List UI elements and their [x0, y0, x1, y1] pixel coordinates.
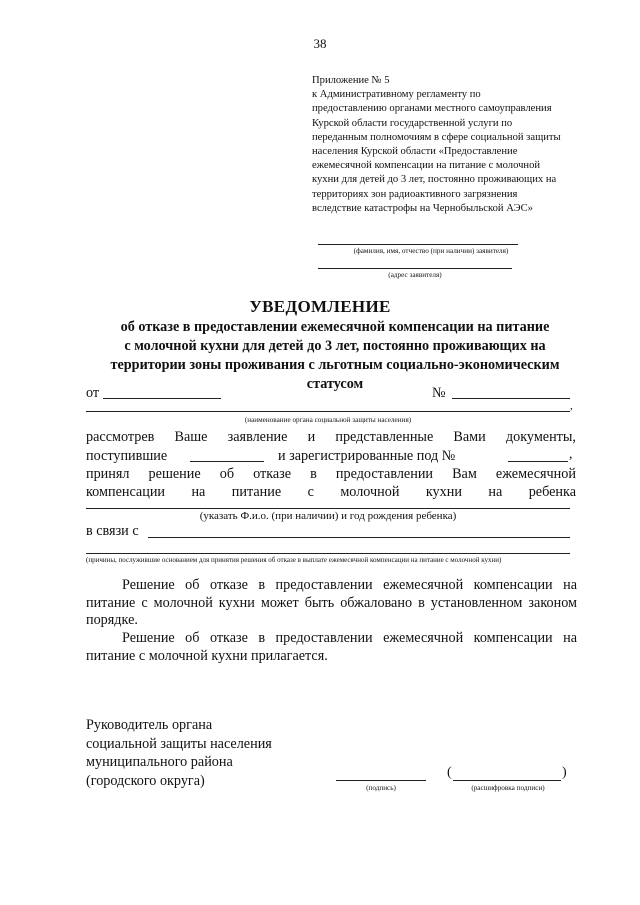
word: Ваше	[174, 429, 208, 445]
word: документы,	[505, 429, 576, 445]
date-field-line[interactable]	[103, 398, 221, 399]
word: в	[310, 466, 317, 482]
appeal-paragraph: Решение об отказе в предоставлении ежемесячной компенсации на питание с молочной кухни может быть обжаловано в установленном законом порядке.	[86, 577, 577, 628]
number-field-line[interactable]	[452, 398, 570, 399]
subtitle-line: статусом	[306, 376, 364, 392]
subtitle-line: территории зоны проживания с льготным социально-экономическим	[110, 357, 560, 373]
body-line-4	[86, 483, 576, 501]
word: предоставлении	[335, 466, 434, 482]
word: молочной	[340, 484, 400, 500]
word: на	[488, 484, 503, 500]
signatory-line: Руководитель органа	[86, 717, 213, 733]
word: Вам	[452, 466, 477, 482]
signatory-line: муниципального района	[86, 754, 233, 770]
child-caption: (указать Ф.и.о. (при наличии) и год рождения ребенка)	[199, 510, 457, 522]
body-line-2-middle: и зарегистрированные под №	[278, 448, 456, 464]
document-subtitle	[85, 318, 585, 394]
authority-field-line[interactable]	[86, 411, 570, 412]
from-label: от	[86, 385, 100, 401]
annex-line: Курской области государственной услуги по	[312, 117, 513, 129]
applicant-name-caption: (фамилия, имя, отчество (при наличии) заявителя)	[353, 247, 509, 255]
body-line-2-start: поступившие	[86, 448, 168, 464]
signature-caption: (подпись)	[366, 784, 396, 792]
word: на	[191, 484, 206, 500]
signature-line[interactable]	[336, 780, 426, 781]
annex-line: переданным полномочиям в сфере социальной защиты	[312, 131, 561, 143]
word: кухни	[425, 484, 462, 500]
authority-comma: ,	[570, 400, 573, 412]
page-number: 38	[313, 36, 327, 51]
word: принял	[86, 466, 130, 482]
signatory-block	[86, 716, 272, 790]
word: решение	[148, 466, 201, 482]
annex-line: предоставлению органами местного самоуправления	[312, 103, 552, 115]
annex-line: кухни для детей до 3 лет, постоянно проживающих на	[312, 174, 557, 186]
word: и	[307, 429, 316, 445]
signatory-line: социальной защиты населения	[86, 735, 272, 752]
reason-field-line-2[interactable]	[86, 553, 570, 554]
reason-label: в связи с	[86, 523, 139, 539]
decryption-line[interactable]	[453, 780, 561, 781]
decryption-caption: (расшифровка подписи)	[471, 784, 545, 792]
close-paren: )	[562, 765, 567, 780]
number-label: №	[432, 385, 446, 401]
received-date-line[interactable]	[190, 461, 264, 462]
word: компенсации	[86, 484, 166, 500]
word: ребенка	[528, 484, 576, 500]
reason-field-line-1[interactable]	[148, 537, 570, 538]
body-line-3	[86, 465, 576, 483]
annex-line: вследствие катастрофы на Чернобыльской АЭС»	[312, 202, 533, 214]
word: заявление	[227, 429, 288, 445]
subtitle-line: об отказе в предоставлении ежемесячной компенсации на питание	[120, 319, 550, 335]
word: об	[219, 466, 235, 482]
annex-line: ежемесячной компенсации на питание с молочной	[312, 160, 541, 172]
document-title: УВЕДОМЛЕНИЕ	[249, 297, 391, 316]
applicant-address-caption: (адрес заявителя)	[388, 271, 442, 279]
annex-line: к Административному регламенту по	[312, 89, 481, 101]
child-field-line[interactable]	[86, 508, 570, 509]
annex-block	[312, 74, 602, 216]
open-paren: (	[447, 765, 452, 780]
authority-caption: (наименование органа социальной защиты населения)	[244, 416, 412, 424]
word: с	[307, 484, 314, 500]
applicant-name-line[interactable]	[318, 244, 518, 245]
subtitle-line: с молочной кухни для детей до 3 лет, постоянно проживающих на	[124, 338, 546, 354]
word: Вами	[453, 429, 486, 445]
registration-comma: ,	[569, 447, 573, 462]
word: ежемесячной	[495, 466, 576, 482]
registration-number-line[interactable]	[508, 461, 568, 462]
annex-heading: Приложение № 5	[312, 75, 390, 86]
reason-caption: (причины, послужившие основанием для принятия решения об отказе в выплате ежемесячной компенсации на питание с молочной кухни)	[86, 556, 502, 564]
word: представленные	[335, 429, 434, 445]
word: питание	[231, 484, 282, 500]
applicant-address-line[interactable]	[318, 268, 512, 269]
body-line-1	[86, 428, 576, 446]
annex-line: территориях зон радиоактивного загрязнения	[312, 188, 518, 200]
attachment-paragraph: Решение об отказе в предоставлении ежемесячной компенсации на питание с молочной кухни прилагается.	[86, 630, 577, 664]
annex-line: населения Курской области «Предоставление	[312, 146, 518, 158]
word: отказе	[253, 466, 292, 482]
signatory-line: (городского округа)	[86, 772, 205, 789]
word: рассмотрев	[86, 429, 155, 445]
